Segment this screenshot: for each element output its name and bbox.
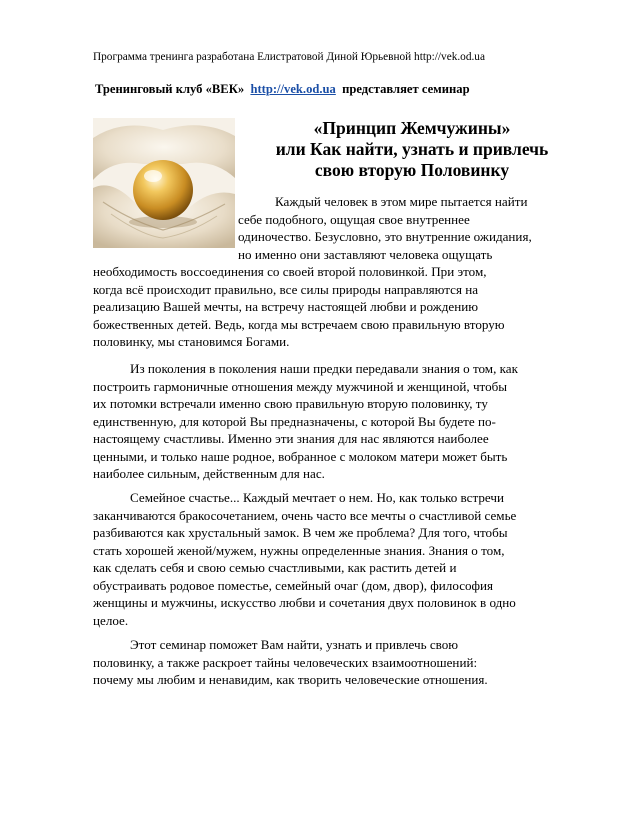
intro-line: половинку, мы становимся Богами. bbox=[93, 334, 290, 349]
paragraph-line: единственную, для которой Вы предназначены, с которой Вы будете по- bbox=[93, 413, 496, 429]
club-link[interactable]: http://vek.od.ua bbox=[250, 82, 336, 96]
paragraph-line: их потомки встречали именно свою правильную вторую половинку, ту bbox=[93, 396, 488, 411]
paragraph-line: разбиваются как хрустальный замок. В чем же проблема? Для того, чтобы bbox=[93, 525, 508, 540]
club-prefix: Тренинговый клуб «ВЕК» bbox=[95, 82, 245, 96]
paragraph-line: наиболее сильным, действенным для нас. bbox=[93, 466, 325, 481]
club-suffix: представляет семинар bbox=[342, 82, 470, 96]
paragraph-line: Этот семинар поможет Вам найти, узнать и привлечь свою bbox=[130, 637, 459, 652]
paragraph-ancestors bbox=[93, 360, 571, 483]
paragraph-line: Из поколения в поколения наши предки передавали знания о том, как bbox=[130, 361, 518, 376]
intro-line: но именно они заставляют человека ощущать bbox=[238, 246, 493, 262]
intro-line: божественных детей. Ведь, когда мы встречаем свою правильную вторую bbox=[93, 316, 505, 332]
paragraph-line: половинку, а также раскроет тайны человеческих взаимоотношений: bbox=[93, 654, 478, 670]
paragraph-line: как сделать себя и свою семью счастливыми, как растить детей и bbox=[93, 560, 457, 575]
paragraph-line: настоящему счастливы. Именно эти знания для нас являются наиболее bbox=[93, 431, 489, 446]
paragraph-line: ценными, и только наше родное, вобранное с молоком матери может быть bbox=[93, 448, 508, 464]
title-line-2: или Как найти, узнать и привлечь bbox=[275, 139, 549, 159]
title-line-1: «Принцип Жемчужины» bbox=[313, 118, 511, 138]
paragraph-line: обустраивать родовое поместье, семейный очаг (дом, двор), философия bbox=[93, 577, 494, 593]
club-line bbox=[95, 82, 470, 97]
paragraph-line: Семейное счастье... Каждый мечтает о нем. Но, как только встречи bbox=[130, 490, 504, 505]
intro-line: Каждый человек в этом мире пытается найти bbox=[275, 194, 528, 209]
paragraph-line: заканчиваются бракосочетанием, очень часто все мечты о счастливой семье bbox=[93, 507, 517, 523]
intro-line: реализацию Вашей мечты, на встречу настоящей любви и рождению bbox=[93, 299, 478, 314]
intro-continuation bbox=[93, 263, 571, 351]
title-line-3: свою вторую Половинку bbox=[314, 160, 510, 180]
paragraph-family-happiness bbox=[93, 489, 571, 629]
intro-line: когда всё происходит правильно, все силы природы направляются на bbox=[93, 281, 479, 297]
program-line: Программа тренинга разработана Елистратовой Диной Юрьевной http://vek.od.ua bbox=[93, 51, 485, 63]
paragraph-seminar-purpose bbox=[93, 636, 571, 689]
intro-line: себе подобного, ощущая свое внутреннее bbox=[238, 211, 470, 227]
paragraph-line: почему мы любим и ненавидим, как творить человеческие отношения. bbox=[93, 672, 488, 687]
paragraph-line: целое. bbox=[93, 612, 129, 628]
intro-wrapped-text bbox=[238, 193, 571, 263]
seminar-title bbox=[253, 118, 571, 181]
paragraph-line: стать хорошей женой/мужем, нужны определенные знания. Знания о том, bbox=[93, 542, 505, 558]
intro-line: одиночество. Безусловно, это внутренние ожидания, bbox=[238, 229, 532, 244]
paragraph-line: женщины и мужчины, искусство любви и сочетания двух половинок в одно bbox=[93, 595, 516, 610]
paragraph-line: построить гармоничные отношения между мужчиной и женщиной, чтобы bbox=[93, 378, 508, 394]
pearl-in-shell-image bbox=[93, 118, 235, 248]
intro-line: необходимость воссоединения со своей второй половинкой. При этом, bbox=[93, 264, 487, 279]
